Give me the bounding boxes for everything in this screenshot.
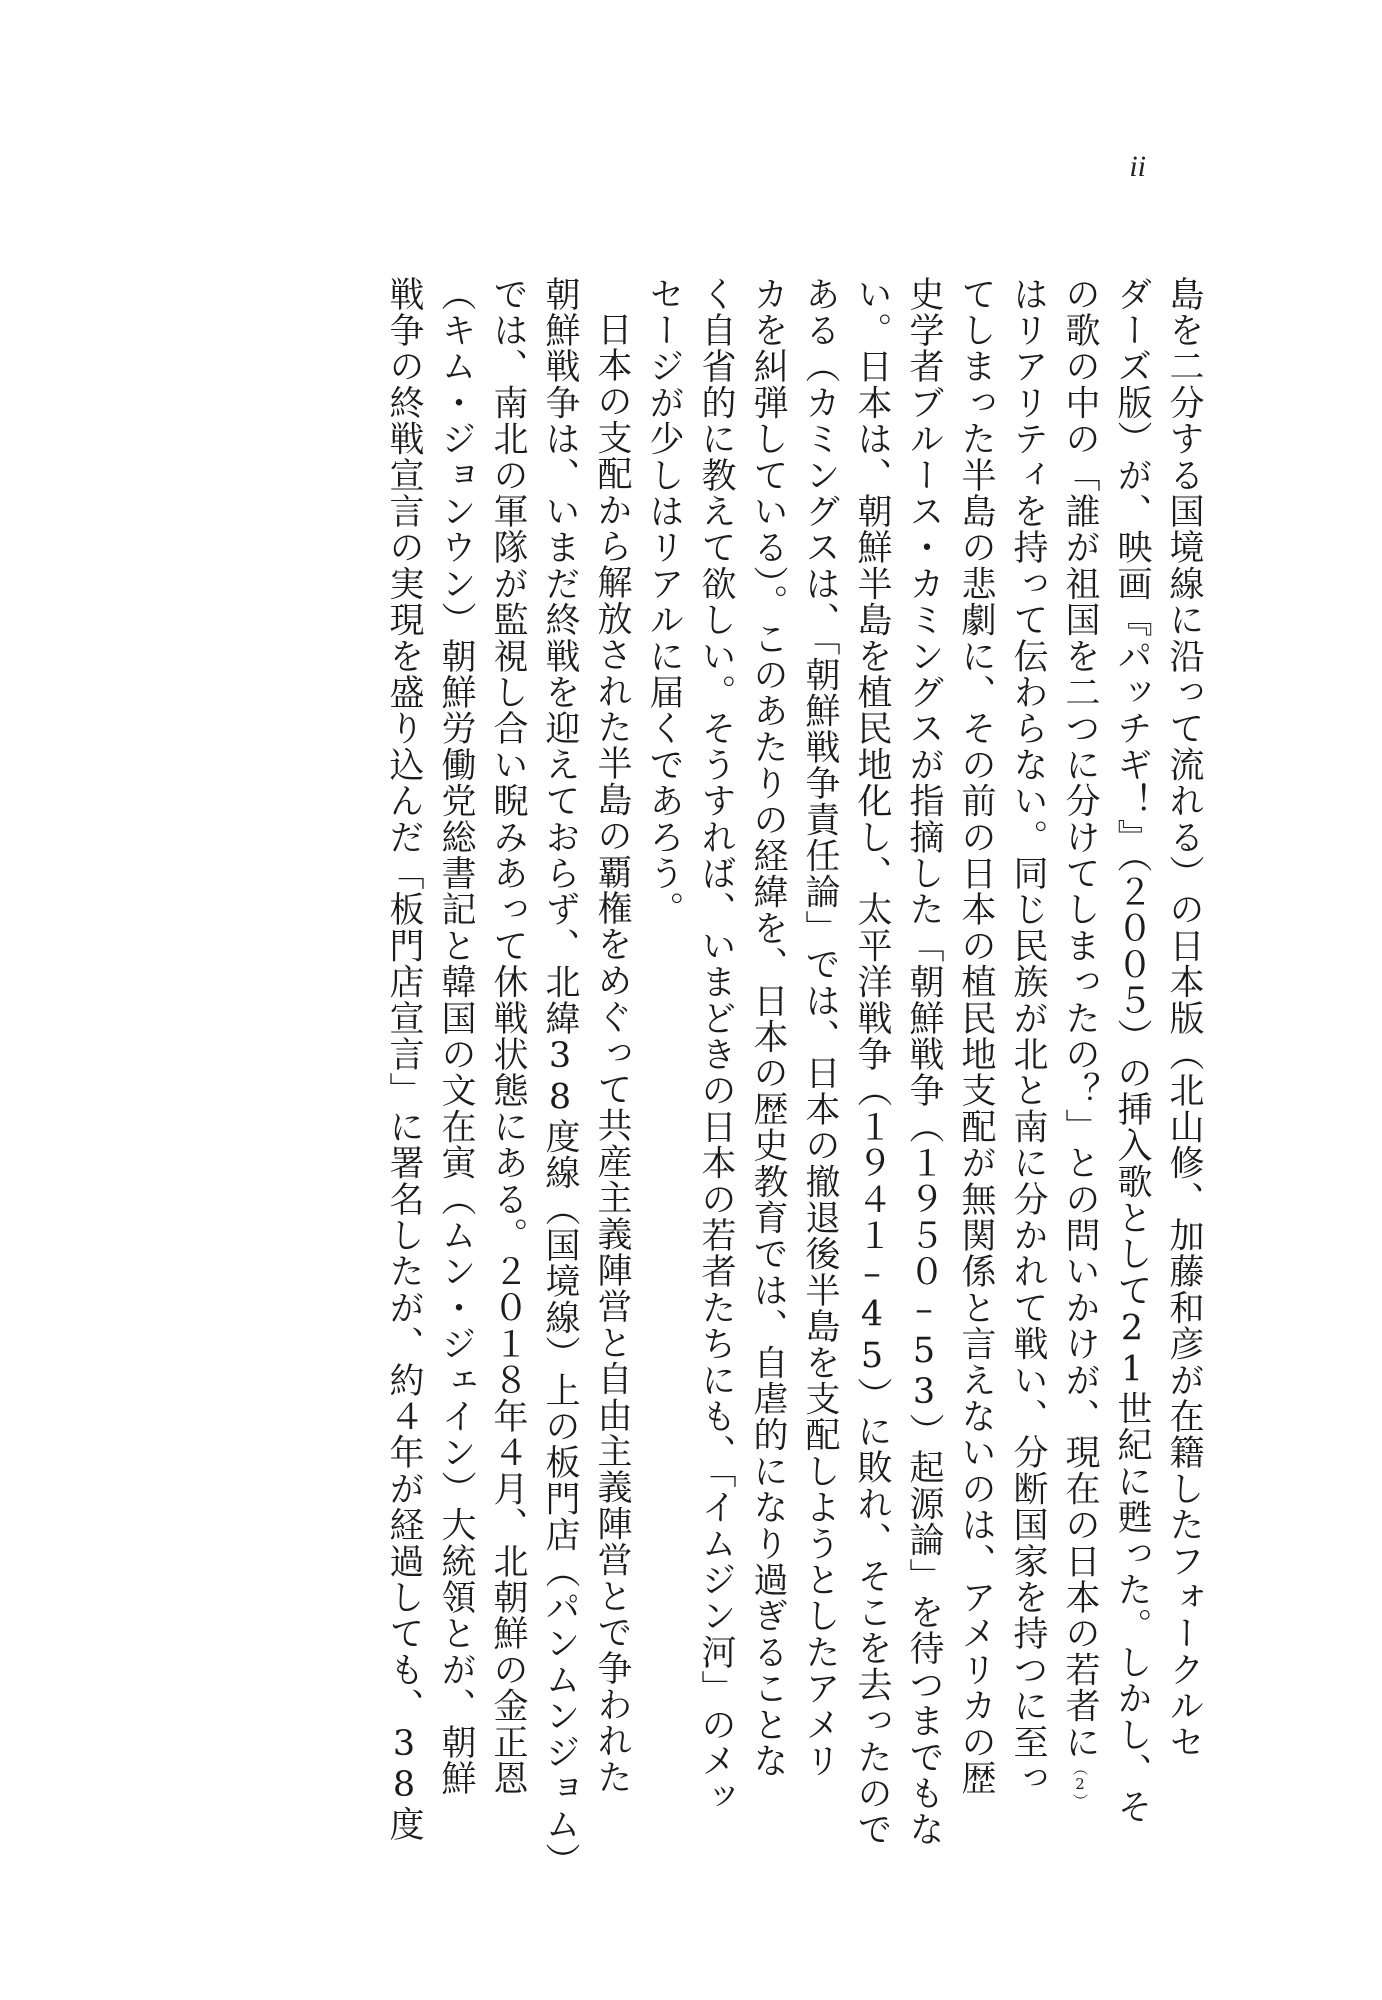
text-line-9: カを糾弾している）。このあたりの経緯を、日本の歴史教育では、自虐的になり過ぎることな: [748, 276, 788, 1779]
text-line-13: 朝鮮戦争は、いまだ終戦を迎えておらず、北緯38度線（国境線）上の板門店（パンムンジョム）: [540, 276, 580, 1879]
text-line-16: 戦争の終戦宣言の実現を盛り込んだ「板門店宣言」に署名したが、約４年が経過しても、38度: [384, 276, 424, 1843]
page-number: ii: [1129, 150, 1146, 183]
text-line-4: はリアリティを持って伝わらない。同じ民族が北と南に分かれて戦い、分断国家を持つに至っ: [1008, 276, 1048, 1797]
text-line-12: 日本の支配から解放された半島の覇権をめぐって共産主義陣営と自由主義陣営とで争われた: [592, 311, 632, 1796]
text-line-3: [1054, 276, 1106, 1809]
text-line-1: 島を二分する国境線に沿って流れる）の日本版（北山修、加藤和彦が在籍したフォークルセ: [1164, 276, 1204, 1761]
text-line-14: では、南北の軍隊が監視し合い睨みあって休戦状態にある。２０１８年４月、北朝鮮の金正恩: [488, 276, 528, 1797]
text-line-8: ある（カミングスは、「朝鮮戦争責任論」では、日本の撤退後半島を支配しようとしたアメリ: [800, 276, 840, 1779]
text-line-6: 史学者ブルース・カミングスが指摘した「朝鮮戦争（１９５０–53）起源論」を待つまでもな: [904, 276, 944, 1848]
text-line-5: てしまった半島の悲劇に、その前の日本の植民地支配が無関係と言えないのは、アメリカの歴: [956, 276, 996, 1797]
text-line-15: （キム・ジョンウン）朝鮮労働党総書記と韓国の文在寅（ムン・ジェイン）大統領とが、朝鮮: [436, 276, 476, 1797]
text-line-2: ダーズ版）が、映画『パッチギ！』（２００５）の挿入歌として21世紀に甦った。しかし、そ: [1112, 276, 1152, 1826]
text-line-3-content: の歌の中の「誰が祖国を二つに分けてしまったの？」との問いかけが、現在の日本の若者に: [1060, 276, 1100, 1761]
text-line-11: セージが少しはリアルに届くであろう。: [644, 276, 684, 928]
text-line-7: い。日本は、朝鮮半島を植民地化し、太平洋戦争（１９４１–45）に敗れ、そこを去ったので: [852, 276, 892, 1848]
text-line-10: く自省的に教えて欲しい。そうすれば、いまどきの日本の若者たちにも、「イムジン河」のメッ: [696, 276, 736, 1816]
footnote-marker: （2）: [1071, 1760, 1089, 1809]
vertical-body-text: [210, 276, 1210, 1879]
